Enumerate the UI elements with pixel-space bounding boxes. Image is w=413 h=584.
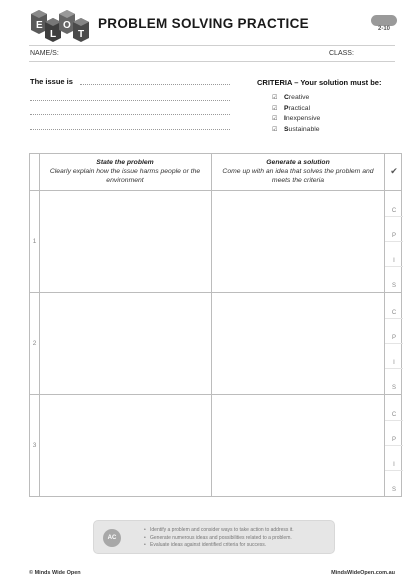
curriculum-box	[93, 520, 335, 554]
curriculum-point: • Identify a problem and consider ways to take action to address it.	[144, 527, 294, 533]
issue-label: The issue is	[30, 77, 73, 86]
grade-pill-icon	[371, 15, 397, 26]
website-link[interactable]: MindsWideOpen.com.au	[331, 570, 395, 576]
ac-badge-icon: AC	[103, 529, 121, 547]
problem-cell[interactable]	[40, 395, 211, 496]
grade-badge	[371, 15, 397, 35]
logo-letter-l: L	[50, 29, 57, 40]
criteria-item-inexpensive	[272, 114, 320, 125]
criteria-initial: C	[284, 94, 289, 101]
curriculum-point: • Generate numerous ideas and possibilities related to a problem.	[144, 534, 292, 541]
names-label: NAME/S:	[30, 50, 59, 57]
logo-letter-e: E	[36, 20, 43, 31]
criteria-check-p[interactable]: P	[391, 335, 396, 341]
criteria-check-p[interactable]: P	[391, 437, 396, 443]
col-header-subtitle: Come up with an idea that solves the problem and meets the criteria	[222, 168, 374, 184]
curriculum-point: • Evaluate ideas against identified criteria for success.	[144, 542, 267, 548]
divider	[29, 61, 395, 62]
criteria-item-sustainable	[272, 125, 320, 136]
solution-cell[interactable]	[212, 293, 384, 394]
issue-input-line[interactable]	[30, 114, 230, 115]
check-separator	[385, 266, 403, 267]
logo-letter-t: T	[78, 29, 85, 40]
criteria-initial: S	[284, 125, 289, 133]
criteria-check-i[interactable]: I	[393, 462, 395, 468]
issue-input-line[interactable]	[30, 100, 230, 101]
problem-cell[interactable]	[40, 293, 211, 394]
criteria-check-i[interactable]: I	[393, 360, 395, 366]
row-number: 3	[32, 442, 37, 449]
criteria-rest: nexpensive	[285, 115, 321, 123]
problem-cell[interactable]	[40, 191, 211, 292]
problem-solution-table	[29, 153, 402, 497]
criteria-check-s[interactable]: S	[391, 385, 396, 391]
criteria-check-c[interactable]: C	[391, 412, 397, 418]
copyright: © Minds Wide Open	[29, 570, 81, 576]
checkbox-icon[interactable]: ☑	[272, 95, 278, 101]
divider	[29, 45, 395, 46]
criteria-initial: I	[284, 115, 286, 123]
check-separator	[385, 470, 403, 471]
solution-cell[interactable]	[212, 395, 384, 496]
criteria-initial: P	[284, 104, 289, 112]
checkbox-icon[interactable]: ☑	[272, 105, 278, 112]
issue-input-line[interactable]	[80, 84, 230, 85]
criteria-title: CRITERIA – Your solution must be:	[257, 78, 382, 87]
check-separator	[385, 241, 403, 242]
check-separator	[385, 216, 403, 217]
col-header-title: Generate a solution	[266, 159, 330, 166]
check-separator	[385, 318, 403, 319]
criteria-item-practical	[272, 104, 320, 115]
col-header-title: State the problem	[96, 159, 154, 166]
col-header-subtitle: Clearly explain how the issue harms people or the environment	[49, 168, 201, 184]
criteria-check-s[interactable]: S	[391, 283, 396, 289]
tick-icon: ✔	[390, 166, 398, 176]
check-separator	[385, 343, 403, 344]
checkbox-icon[interactable]: ☑	[272, 126, 278, 133]
criteria-rest: reative	[288, 94, 310, 101]
criteria-check-c[interactable]: C	[391, 208, 397, 214]
checkbox-icon[interactable]: ☑	[272, 116, 278, 123]
check-separator	[385, 368, 403, 369]
criteria-rest: ustainable	[288, 125, 320, 133]
check-separator	[385, 420, 403, 421]
criteria-check-s[interactable]: S	[391, 487, 396, 493]
logo-letter-o: O	[63, 20, 71, 31]
curriculum-points	[144, 527, 294, 550]
criteria-check-p[interactable]: P	[391, 233, 396, 239]
criteria-check-c[interactable]: C	[391, 310, 397, 316]
issue-input-line[interactable]	[30, 129, 230, 130]
check-separator	[385, 445, 403, 446]
criteria-rest: ractical	[288, 104, 311, 112]
criteria-item-creative	[272, 93, 320, 104]
col-header-solution	[218, 158, 378, 185]
grade-range: 2-10	[377, 26, 390, 32]
solution-cell[interactable]	[212, 191, 384, 292]
criteria-list	[272, 93, 320, 135]
elot-logo-icon	[29, 8, 91, 44]
criteria-check-i[interactable]: I	[393, 258, 395, 264]
row-number: 1	[32, 238, 37, 245]
page-title: PROBLEM SOLVING PRACTICE	[98, 16, 309, 31]
row-number: 2	[32, 340, 37, 347]
class-label: CLASS:	[329, 50, 354, 57]
col-header-problem	[42, 158, 208, 185]
